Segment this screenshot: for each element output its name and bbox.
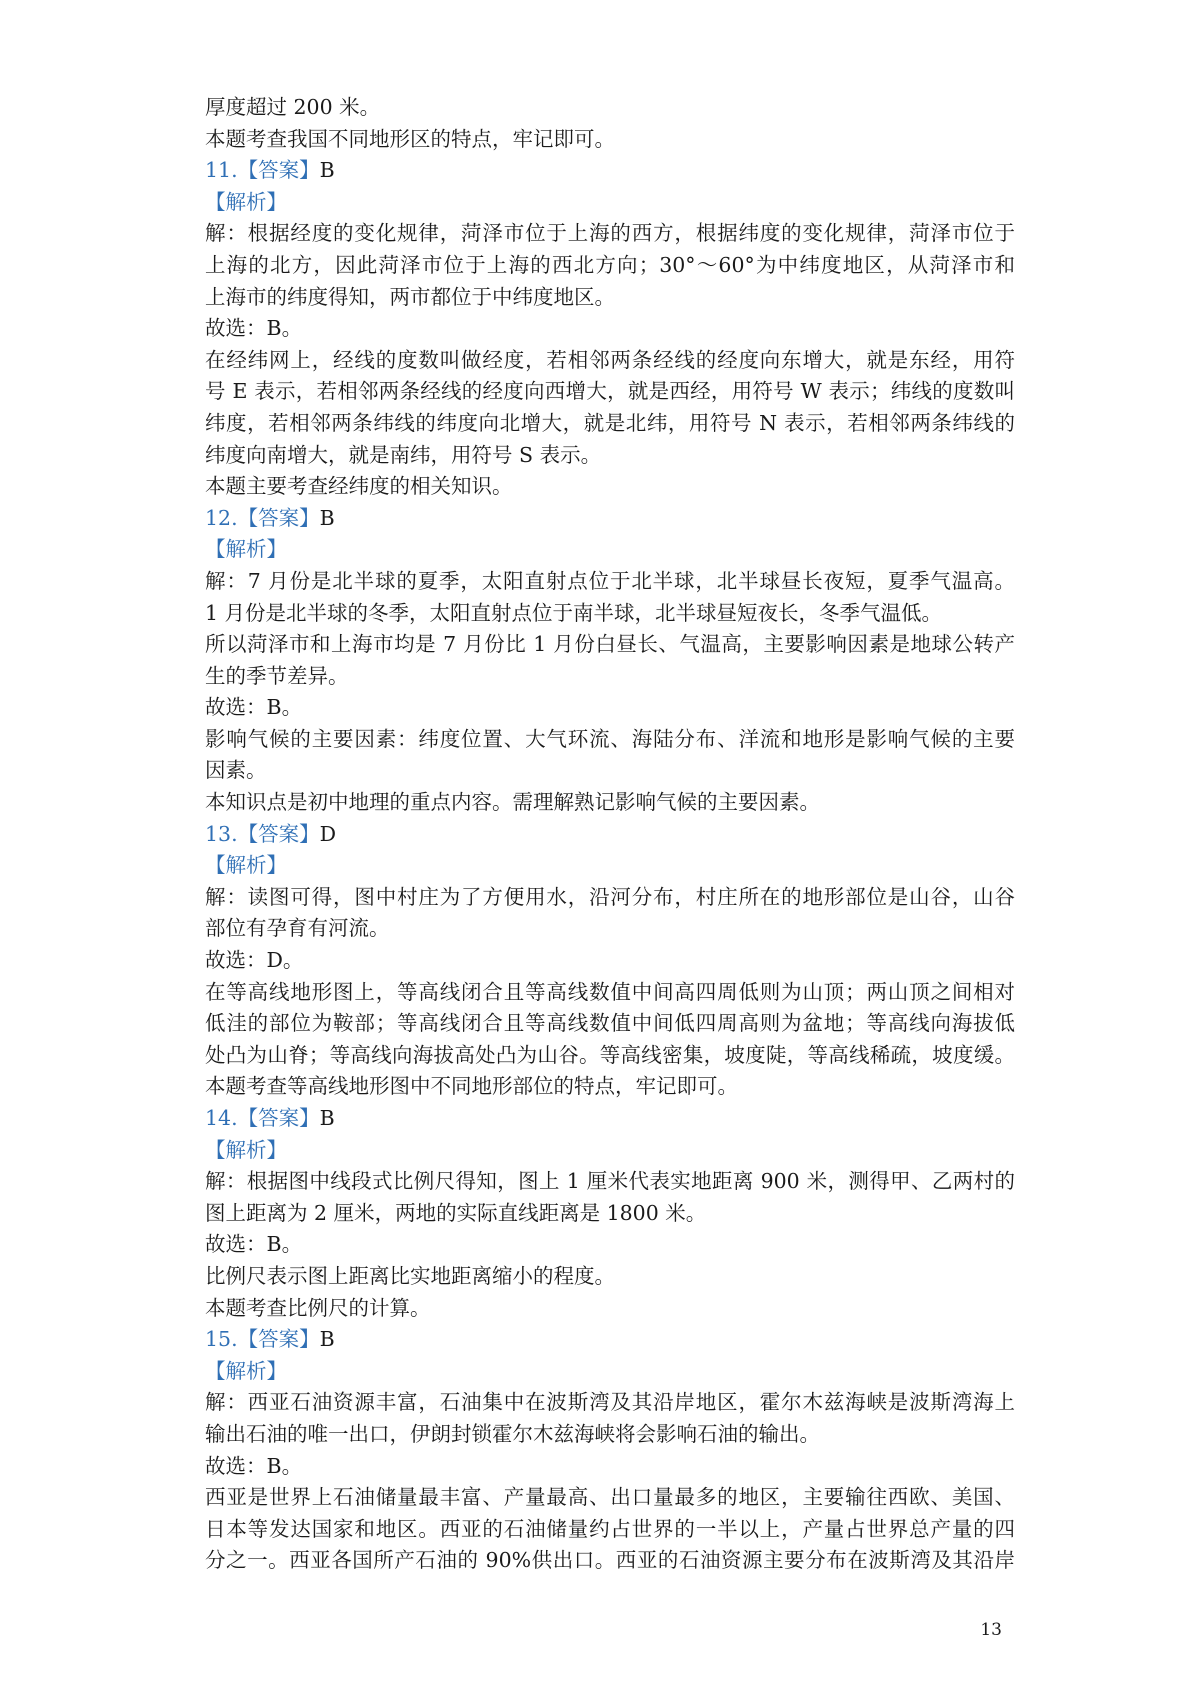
answer-value: B: [319, 1327, 335, 1352]
text-line: 比例尺表示图上距离比实地距离缩小的程度。: [205, 1263, 615, 1288]
text-line: 日本等发达国家和地区。西亚的石油储量约占世界的一半以上，产量占世界总产量的四: [205, 1516, 1015, 1541]
text-line: 号 E 表示，若相邻两条经线的经度向西增大，就是西经，用符号 W 表示；纬线的度数叫: [205, 379, 1015, 404]
text-line: 在经纬网上，经线的度数叫做经度，若相邻两条经线的经度向东增大，就是东经，用符: [205, 347, 1015, 372]
text-line: 本题主要考查经纬度的相关知识。: [205, 474, 513, 499]
answer-line: [205, 1103, 1015, 1135]
analysis-heading: [205, 1356, 1015, 1388]
text-line: 本知识点是初中地理的重点内容。需理解熟记影响气候的主要因素。: [205, 790, 820, 815]
text-line: 输出石油的唯一出口，伊朗封锁霍尔木兹海峡将会影响石油的输出。: [205, 1421, 820, 1446]
text-line: 上海市的纬度得知，两市都位于中纬度地区。: [205, 284, 615, 309]
document-body: [205, 92, 1015, 1577]
text-line: 处凸为山脊；等高线向海拔高处凸为山谷。等高线密集，坡度陡，等高线稀疏，坡度缓。: [205, 1042, 1015, 1067]
question-number: 12.: [205, 505, 238, 530]
answer-value: B: [319, 1106, 335, 1130]
analysis-label: 【解析】: [205, 1358, 287, 1383]
question-number: 14.: [205, 1106, 238, 1130]
text-line: 本题考查我国不同地形区的特点，牢记即可。: [205, 126, 615, 151]
answer-label: 【答案】: [237, 505, 320, 530]
answer-line: [205, 503, 1015, 535]
page-number: 13: [980, 1620, 1002, 1640]
analysis-label: 【解析】: [205, 1137, 287, 1162]
text-line: 解：读图可得，图中村庄为了方便用水，沿河分布，村庄所在的地形部位是山谷，山谷: [205, 884, 1015, 909]
question-number: 11.: [205, 158, 238, 183]
text-line: 因素。: [205, 758, 267, 783]
analysis-label: 【解析】: [205, 189, 287, 214]
analysis-label: 【解析】: [205, 853, 287, 878]
answer-label: 【答案】: [237, 821, 320, 846]
text-line: 生的季节差异。: [205, 663, 349, 688]
answer-value: D: [319, 821, 337, 846]
analysis-heading: [205, 534, 1015, 566]
answer-value: B: [319, 158, 335, 183]
text-line: 在等高线地形图上，等高线闭合且等高线数值中间高四周低则为山顶；两山顶之间相对: [205, 979, 1015, 1004]
answer-label: 【答案】: [237, 158, 320, 183]
text-line: 纬度向南增大，就是南纬，用符号 S 表示。: [205, 442, 602, 467]
answer-line: [205, 155, 1015, 187]
text-line: 解：西亚石油资源丰富，石油集中在波斯湾及其沿岸地区，霍尔木兹海峡是波斯湾海上: [205, 1390, 1015, 1415]
text-line: 图上距离为 2 厘米，两地的实际直线距离是 1800 米。: [205, 1200, 707, 1225]
text-line: 故选：D。: [205, 948, 304, 973]
analysis-label: 【解析】: [205, 537, 287, 562]
text-line: 部位有孕育有河流。: [205, 916, 390, 941]
text-line: 纬度，若相邻两条纬线的纬度向北增大，就是北纬，用符号 N 表示，若相邻两条纬线的: [205, 410, 1015, 435]
text-line: 故选：B。: [205, 695, 303, 720]
question-number: 13.: [205, 821, 238, 846]
answer-line: [205, 1324, 1015, 1356]
text-line: 故选：B。: [205, 316, 303, 341]
text-line: 故选：B。: [205, 1453, 303, 1478]
answer-line: [205, 819, 1015, 851]
text-line: 本题考查比例尺的计算。: [205, 1295, 431, 1320]
text-line: 分之一。西亚各国所产石油的 90%供出口。西亚的石油资源主要分布在波斯湾及其沿岸: [205, 1548, 1015, 1573]
text-line: 解：7 月份是北半球的夏季，太阳直射点位于北半球，北半球昼长夜短，夏季气温高。: [205, 568, 1015, 593]
text-line: 西亚是世界上石油储量最丰富、产量最高、出口量最多的地区，主要输往西欧、美国、: [205, 1485, 1015, 1510]
answer-label: 【答案】: [237, 1106, 320, 1130]
analysis-heading: [205, 1135, 1015, 1167]
text-line: 所以菏泽市和上海市均是 7 月份比 1 月份白昼长、气温高，主要影响因素是地球公转产: [205, 632, 1015, 657]
analysis-heading: [205, 187, 1015, 219]
text-line: 本题考查等高线地形图中不同地形部位的特点，牢记即可。: [205, 1074, 738, 1099]
analysis-heading: [205, 850, 1015, 882]
text-line: 影响气候的主要因素：纬度位置、大气环流、海陆分布、洋流和地形是影响气候的主要: [205, 726, 1015, 751]
text-line: 上海的北方，因此菏泽市位于上海的西北方向；30°～60°为中纬度地区，从菏泽市和: [205, 252, 1015, 277]
text-line: 厚度超过 200 米。: [205, 95, 381, 119]
text-line: 解：根据图中线段式比例尺得知，图上 1 厘米代表实地距离 900 米，测得甲、乙两村的: [205, 1169, 1015, 1194]
text-line: 低洼的部位为鞍部；等高线闭合且等高线数值中间低四周高则为盆地；等高线向海拔低: [205, 1011, 1015, 1036]
text-line: 故选：B。: [205, 1232, 303, 1257]
answer-label: 【答案】: [237, 1327, 320, 1352]
text-line: 解：根据经度的变化规律，菏泽市位于上海的西方，根据纬度的变化规律，菏泽市位于: [205, 221, 1015, 246]
question-number: 15.: [205, 1327, 238, 1352]
text-line: 1 月份是北半球的冬季，太阳直射点位于南半球，北半球昼短夜长，冬季气温低。: [205, 600, 943, 625]
answer-value: B: [319, 505, 335, 530]
